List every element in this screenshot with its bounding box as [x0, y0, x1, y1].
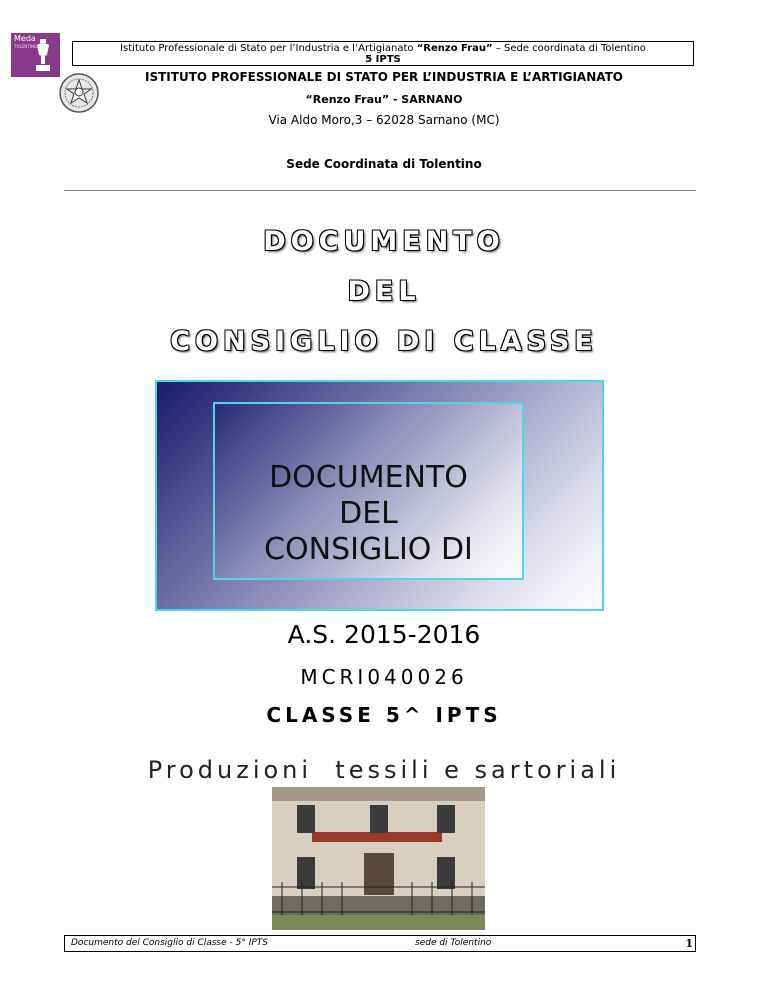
logo-subtext: TOLENTINO	[14, 44, 38, 49]
school-year: A.S. 2015-2016	[287, 620, 481, 649]
header-line-2: 5 IPTS	[365, 54, 401, 65]
headline-line-2: DEL	[347, 276, 421, 307]
footer-left: Documento del Consiglio di Classe - 5° IPTS	[71, 938, 269, 948]
school-building-photo	[272, 787, 485, 930]
logo-text: Meda	[14, 34, 36, 43]
class-label: CLASSE 5^ IPTS	[266, 703, 502, 727]
box-text-line-2: DEL	[339, 496, 398, 531]
school-title: ISTITUTO PROFESSIONALE DI STATO PER L’INDUSTRIA E L’ARTIGIANATO	[145, 70, 623, 84]
box-text-line-3: CONSIGLIO DI	[264, 532, 473, 567]
footer-center: sede di Tolentino	[415, 938, 492, 948]
header-line-1: Istituto Professionale di Stato per l’Industria e l’Artigianato “Renzo Frau” – Sede coordinata di Tolentino	[120, 43, 646, 54]
page-footer	[64, 935, 696, 952]
headline-line-3: CONSIGLIO DI CLASSE	[170, 326, 598, 357]
school-address: Via Aldo Moro,3 – 62028 Sarnano (MC)	[268, 113, 500, 127]
school-name: “Renzo Frau” - SARNANO	[305, 93, 463, 106]
page-number: 1	[685, 937, 693, 950]
divider	[64, 190, 696, 191]
school-code: MCRI040026	[300, 665, 468, 689]
header-box	[72, 41, 694, 66]
headline-line-1: DOCUMENTO	[263, 226, 505, 257]
header-school-name: “Renzo Frau”	[416, 43, 493, 54]
box-text-line-1: DOCUMENTO	[269, 460, 468, 495]
school-seat: Sede Coordinata di Tolentino	[286, 157, 482, 171]
course-name: Produzioni tessili e sartoriali	[147, 756, 621, 784]
